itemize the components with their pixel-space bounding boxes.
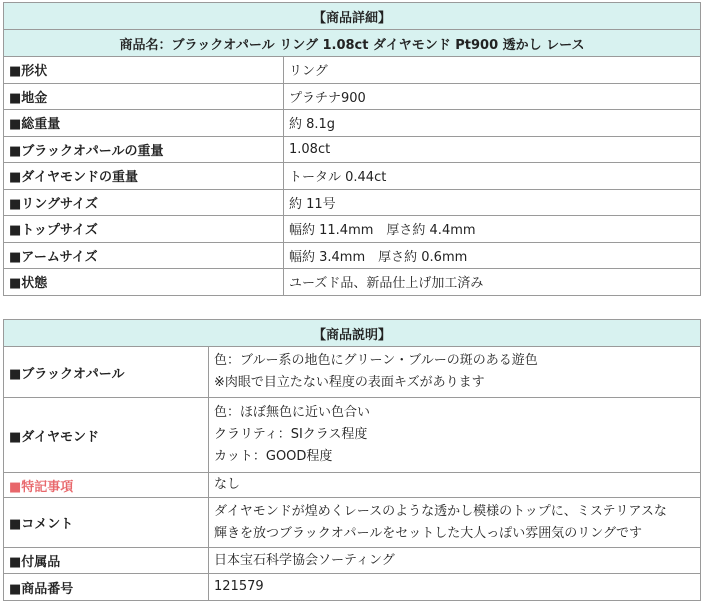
row-label-special: ■特記事項 bbox=[4, 473, 209, 498]
table-row bbox=[4, 163, 701, 190]
row-value bbox=[209, 473, 701, 498]
row-value: 幅約 11.4mm 厚さ約 4.4mm bbox=[284, 216, 701, 243]
table-row bbox=[4, 269, 701, 296]
row-label: ■状態 bbox=[4, 269, 284, 296]
value-line: 色：ほぼ無色に近い色合い bbox=[214, 405, 371, 420]
value-line: ※肉眼で目立たない程度の表面キズがあります bbox=[214, 375, 485, 390]
table-row bbox=[4, 498, 701, 548]
table-row bbox=[4, 473, 701, 498]
value-line: なし bbox=[214, 477, 241, 492]
row-label: ■商品番号 bbox=[4, 574, 209, 601]
row-value: 約 11号 bbox=[284, 189, 701, 216]
row-value bbox=[209, 574, 701, 601]
value-line: カット：GOOD程度 bbox=[214, 449, 333, 464]
description-table bbox=[3, 319, 701, 601]
value-line: クラリティ：SIクラス程度 bbox=[214, 427, 368, 442]
table-row bbox=[4, 57, 701, 84]
value-line: ダイヤモンドが煌めくレースのような透かし模様のトップに、ミステリアスな bbox=[214, 503, 667, 519]
table-row bbox=[4, 216, 701, 243]
table-row bbox=[4, 574, 701, 601]
row-value bbox=[209, 398, 701, 473]
value-line: 輝きを放つブラックオパールをセットした大人っぽい雰囲気のリングです bbox=[214, 525, 642, 541]
row-value bbox=[209, 347, 701, 398]
row-value bbox=[209, 498, 701, 548]
row-value: プラチナ900 bbox=[284, 83, 701, 110]
row-label: ■地金 bbox=[4, 83, 284, 110]
description-heading: 【商品説明】 bbox=[4, 320, 701, 347]
table-row bbox=[4, 189, 701, 216]
row-label: ■形状 bbox=[4, 57, 284, 84]
row-label: ■リングサイズ bbox=[4, 189, 284, 216]
table-row bbox=[4, 398, 701, 473]
row-label: ■ブラックオパール bbox=[4, 347, 209, 398]
row-label: ■ダイヤモンドの重量 bbox=[4, 163, 284, 190]
row-value: 幅約 3.4mm 厚さ約 0.6mm bbox=[284, 242, 701, 269]
row-value: リング bbox=[284, 57, 701, 84]
row-label: ■付属品 bbox=[4, 548, 209, 574]
row-label: ■コメント bbox=[4, 498, 209, 548]
value-line: 日本宝石科学協会ソーティング bbox=[214, 552, 395, 568]
table-row bbox=[4, 136, 701, 163]
row-value bbox=[209, 548, 701, 574]
row-label: ■アームサイズ bbox=[4, 242, 284, 269]
row-value: ユーズド品、新品仕上げ加工済み bbox=[284, 269, 701, 296]
table-row bbox=[4, 110, 701, 137]
details-table bbox=[3, 2, 701, 296]
product-name: 商品名：ブラックオパール リング 1.08ct ダイヤモンド Pt900 透かし レース bbox=[4, 30, 701, 57]
table-row bbox=[4, 347, 701, 398]
row-label: ■ダイヤモンド bbox=[4, 398, 209, 473]
table-row bbox=[4, 83, 701, 110]
table-row bbox=[4, 548, 701, 574]
row-value: トータル 0.44ct bbox=[284, 163, 701, 190]
value-line: 121579 bbox=[214, 579, 264, 594]
value-line: 色：ブルー系の地色にグリーン・ブルーの斑のある遊色 bbox=[214, 353, 538, 368]
row-label: ■ブラックオパールの重量 bbox=[4, 136, 284, 163]
row-label: ■総重量 bbox=[4, 110, 284, 137]
table-row bbox=[4, 242, 701, 269]
row-label: ■トップサイズ bbox=[4, 216, 284, 243]
row-value: 約 8.1g bbox=[284, 110, 701, 137]
row-value: 1.08ct bbox=[284, 136, 701, 163]
details-heading: 【商品詳細】 bbox=[4, 3, 701, 30]
